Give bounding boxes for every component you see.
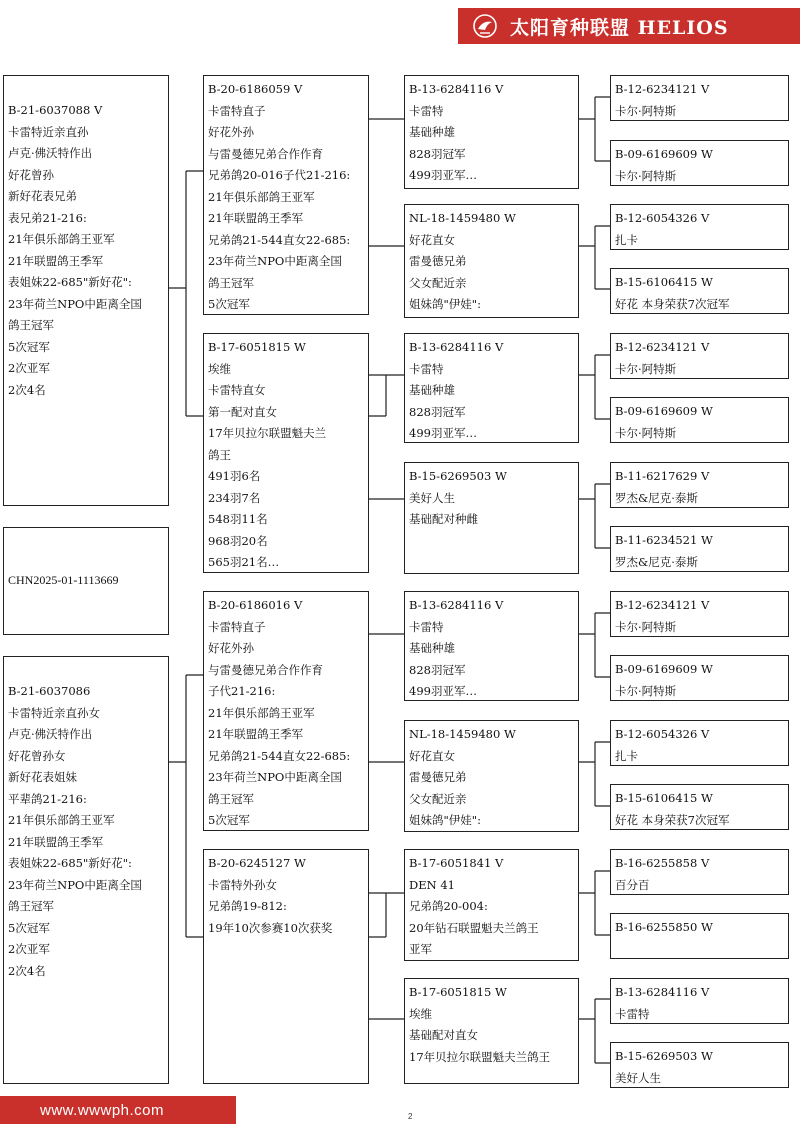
pedigree-line: 鸽王 (208, 447, 231, 462)
pedigree-line: 兄弟鸽21-544直女22-685: (208, 232, 351, 247)
pedigree-line: 23年荷兰NPO中距离全国 (208, 770, 342, 784)
pedigree-line: 好花直女 (409, 232, 455, 247)
pedigree-line: B-15-6269503 W (615, 1049, 713, 1063)
pedigree-line: B-11-6217629 V (615, 469, 710, 483)
pedigree-line: 卡尔·阿特斯 (615, 425, 677, 440)
gen4-card (610, 526, 789, 572)
pedigree-line: B-12-6054326 V (615, 211, 710, 225)
gen4-card (610, 849, 789, 895)
pedigree-line: 与雷曼德兄弟合作作育 (208, 146, 323, 161)
pedigree-line: 968羽20名 (208, 533, 268, 548)
pedigree-line: B-17-6051841 V (409, 856, 504, 870)
pedigree-line: NL-18-1459480 W (409, 727, 516, 741)
pedigree-line: 5次冠军 (208, 813, 250, 827)
pedigree-line: 卡雷特直子 (208, 619, 266, 634)
pedigree-line: 卡尔·阿特斯 (615, 361, 677, 376)
sire-line: 卢克·佛沃特作出 (8, 146, 93, 160)
pedigree-line: 21年俱乐部鸽王亚军 (208, 705, 315, 720)
pedigree-line: 好花外孙 (208, 125, 254, 139)
pedigree-line: 21年联盟鸽王季军 (208, 727, 304, 741)
dam-line: 好花曾孙女 (8, 748, 66, 763)
pedigree-line: 17年贝拉尔联盟魁夫兰 (208, 426, 327, 440)
pedigree-line: 埃维 (409, 1006, 432, 1021)
pedigree-line: B-12-6234121 V (615, 340, 710, 354)
gen3-card (404, 720, 579, 832)
pedigree-line: 鸽王冠军 (208, 791, 254, 806)
gen4-card (610, 204, 789, 250)
sire-line: B-21-6037088 V (8, 103, 103, 117)
dam-line: 2次亚军 (8, 942, 50, 956)
gen4-card (610, 591, 789, 637)
pedigree-line: B-20-6186016 V (208, 598, 303, 612)
pedigree-line: B-17-6051815 W (409, 985, 507, 999)
pedigree-line: 卡尔·阿特斯 (615, 103, 677, 118)
dam-line: 21年俱乐部鸽王亚军 (8, 813, 115, 827)
sire-line: 鸽王冠军 (8, 318, 54, 332)
pedigree-line: B-12-6054326 V (615, 727, 710, 741)
sire-line: 好花曾孙 (8, 167, 54, 182)
pedigree-line: 美好人生 (615, 1070, 661, 1085)
pedigree-line: B-13-6284116 V (409, 82, 504, 96)
pedigree-line: 565羽21名… (208, 555, 280, 569)
pedigree-line: 罗杰&尼克·泰斯 (615, 554, 698, 569)
gen4-card (610, 913, 789, 959)
pedigree-line: 好花外孙 (208, 641, 254, 655)
pedigree-line: B-13-6284116 V (615, 985, 710, 999)
pedigree-line: 828羽冠军 (409, 146, 466, 161)
dam-line: 卡雷特近亲直孙女 (8, 705, 100, 720)
pedigree-line: 好花 本身荣获7次冠军 (615, 812, 730, 827)
pedigree-line: 499羽亚军… (409, 168, 477, 182)
pedigree-line: 卡雷特外孙女 (208, 877, 277, 892)
gen4-card (610, 397, 789, 443)
pedigree-line: 好花 本身荣获7次冠军 (615, 296, 730, 311)
pedigree-line: 491羽6名 (208, 469, 261, 483)
website-url[interactable]: www.wwwph.com (40, 1101, 165, 1119)
pedigree-line: 499羽亚军… (409, 426, 477, 440)
sire-line: 表兄弟21-216: (8, 210, 87, 225)
pedigree-line: B-15-6106415 W (615, 791, 713, 805)
gen4-card (610, 140, 789, 186)
pedigree-line: B-15-6106415 W (615, 275, 713, 289)
dam-line: B-21-6037086 (8, 684, 91, 698)
gen4-card (610, 720, 789, 766)
pedigree-line: 姐妹鸽"伊娃": (409, 297, 481, 311)
gen3-card (404, 591, 579, 701)
gen3-card (404, 978, 579, 1084)
sire-line: 卡雷特近亲直孙 (8, 124, 89, 139)
pedigree-line: B-15-6269503 W (409, 469, 507, 483)
pedigree-line: 父女配近亲 (409, 791, 467, 806)
pedigree-line: 17年贝拉尔联盟魁夫兰鸽王 (409, 1049, 551, 1064)
dam-line: 新好花表姐妹 (8, 770, 77, 784)
pedigree-line: 兄弟鸽20-016子代21-216: (208, 168, 351, 182)
pedigree-line: 卡雷特 (615, 1006, 650, 1021)
pedigree-line: 卡尔·阿特斯 (615, 619, 677, 634)
pedigree-line: B-11-6234521 W (615, 533, 713, 547)
pedigree-line: 兄弟鸽19-812: (208, 899, 287, 913)
sire-line: 23年荷兰NPO中距离全国 (8, 296, 142, 311)
pedigree-line: 与雷曼德兄弟合作作育 (208, 662, 323, 677)
gen3-card (404, 849, 579, 961)
gen4-card (610, 268, 789, 314)
sire-line: 表姐妹22-685"新好花": (8, 275, 132, 289)
sire-line: 5次冠军 (8, 339, 50, 354)
gen3-card (404, 333, 579, 443)
pedigree-line: B-16-6255850 W (615, 920, 713, 934)
pedigree-line: 基础配对种雌 (409, 512, 478, 526)
pedigree-line: 好花直女 (409, 748, 455, 763)
gen4-card (610, 655, 789, 701)
pedigree-line: 罗杰&尼克·泰斯 (615, 490, 698, 505)
pedigree-line: 卡尔·阿特斯 (615, 683, 677, 698)
dam-sire-card (203, 591, 369, 831)
sire-line: 2次亚军 (8, 361, 50, 375)
pedigree-line: DEN 41 (409, 877, 455, 892)
ring-number-card (3, 527, 169, 635)
pedigree-line: 鸽王冠军 (208, 275, 254, 290)
pedigree-line: 卡雷特 (409, 619, 444, 634)
pedigree-line: 雷曼德兄弟 (409, 254, 467, 268)
pedigree-line: B-20-6186059 V (208, 82, 303, 96)
pedigree-line: B-09-6169609 W (615, 662, 713, 676)
pedigree-line: 美好人生 (409, 490, 455, 505)
dam-card (3, 656, 169, 1084)
dam-line: 23年荷兰NPO中距离全国 (8, 877, 142, 892)
pedigree-line: 499羽亚军… (409, 684, 477, 698)
pedigree-line: 卡雷特 (409, 103, 444, 118)
dam-line: 鸽王冠军 (8, 899, 54, 913)
pedigree-line: 埃维 (208, 361, 231, 376)
dam-line: 平辈鸽21-216: (8, 791, 87, 806)
pedigree-line: NL-18-1459480 W (409, 211, 516, 225)
gen4-card (610, 1042, 789, 1088)
gen4-card (610, 75, 789, 121)
pedigree-line: B-09-6169609 W (615, 147, 713, 161)
pedigree-line: B-12-6234121 V (615, 598, 710, 612)
pedigree-line: 基础配对直女 (409, 1028, 478, 1042)
pedigree-line: 卡尔·阿特斯 (615, 168, 677, 183)
gen4-card (610, 978, 789, 1024)
pedigree-line: B-20-6245127 W (208, 856, 306, 870)
dam-line: 卢克·佛沃特作出 (8, 727, 93, 741)
pedigree-line: B-17-6051815 W (208, 340, 306, 354)
gen3-card (404, 75, 579, 189)
pedigree-line: 第一配对直女 (208, 404, 277, 419)
sire-card (3, 75, 169, 506)
sire-line: 21年联盟鸽王季军 (8, 253, 104, 268)
pedigree-line: 23年荷兰NPO中距离全国 (208, 254, 342, 268)
dam-line: 2次4名 (8, 963, 46, 978)
pedigree-line: 基础种雄 (409, 641, 455, 655)
pedigree-line: 卡雷特直女 (208, 383, 266, 397)
sire-line: 新好花表兄弟 (8, 189, 77, 203)
pedigree-line: 父女配近亲 (409, 275, 467, 290)
pedigree-line: B-13-6284116 V (409, 340, 504, 354)
pedigree-line: 雷曼德兄弟 (409, 770, 467, 784)
sire-dam-card (203, 333, 369, 573)
pedigree-line: B-13-6284116 V (409, 598, 504, 612)
pedigree-line: B-16-6255858 V (615, 856, 710, 870)
gen4-card (610, 462, 789, 508)
pedigree-line: 828羽冠军 (409, 404, 466, 419)
sire-sire-card (203, 75, 369, 315)
pedigree-line: 20年钻石联盟魁夫兰鸽王 (409, 920, 539, 935)
pedigree-line: 兄弟鸽20-004: (409, 899, 488, 913)
pedigree-line: 21年俱乐部鸽王亚军 (208, 189, 315, 204)
sire-line: 21年俱乐部鸽王亚军 (8, 232, 115, 246)
pedigree-line: 扎卡 (615, 232, 638, 247)
website-footer (0, 1096, 236, 1124)
brand-name: 太阳育种联盟 HELIOS (510, 16, 729, 39)
pedigree-line: 19年10次参赛10次获奖 (208, 920, 333, 935)
dam-line: 5次冠军 (8, 920, 50, 935)
page-number: 2 (408, 1112, 413, 1121)
pedigree-line: 基础种雄 (409, 383, 455, 397)
pedigree-line: 百分百 (615, 877, 650, 892)
pedigree-line: 234羽7名 (208, 490, 261, 505)
pedigree-line: 基础种雄 (409, 125, 455, 139)
gen3-card (404, 462, 579, 574)
gen4-card (610, 333, 789, 379)
pedigree-line: 828羽冠军 (409, 662, 466, 677)
dam-line: 21年联盟鸽王季军 (8, 834, 104, 849)
pedigree-line: 548羽11名 (208, 512, 268, 526)
pedigree-line: 21年联盟鸽王季军 (208, 211, 304, 225)
pedigree-line: 亚军 (409, 942, 432, 956)
pedigree-line: 5次冠军 (208, 297, 250, 311)
pedigree-line: 卡雷特 (409, 361, 444, 376)
pedigree-line: B-09-6169609 W (615, 404, 713, 418)
pedigree-line: 卡雷特直子 (208, 103, 266, 118)
ring-number: CHN2025-01-1113669 (8, 573, 119, 588)
pedigree-line: 子代21-216: (208, 684, 276, 698)
dam-line: 表姐妹22-685"新好花": (8, 856, 132, 870)
pedigree-line: 兄弟鸽21-544直女22-685: (208, 748, 351, 763)
gen3-card (404, 204, 579, 318)
pedigree-line: 姐妹鸽"伊娃": (409, 813, 481, 827)
sire-line: 2次4名 (8, 382, 46, 397)
dam-dam-card (203, 849, 369, 1084)
pedigree-line: B-12-6234121 V (615, 82, 710, 96)
pedigree-line: 扎卡 (615, 748, 638, 763)
gen4-card (610, 784, 789, 830)
